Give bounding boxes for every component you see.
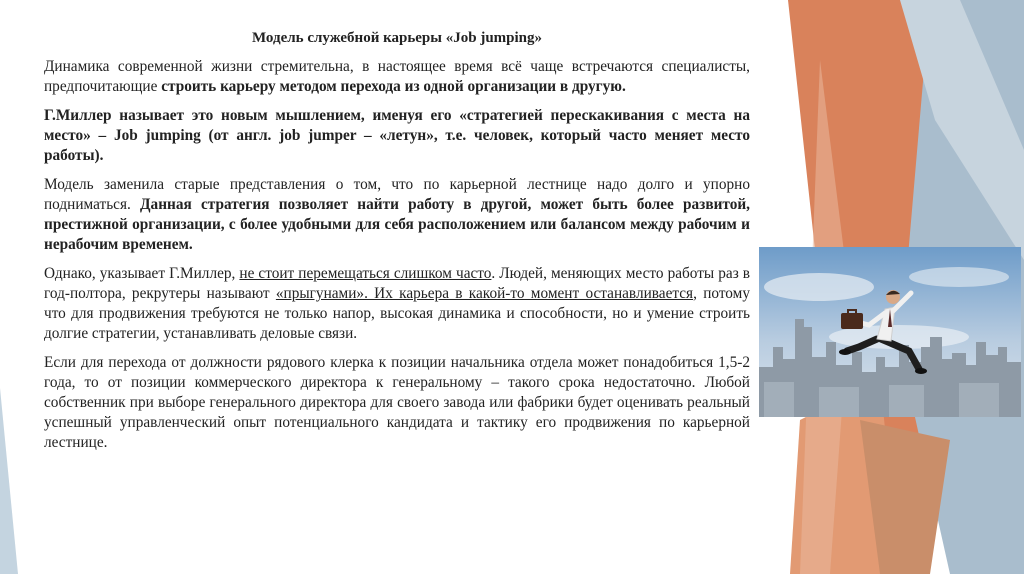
paragraph-2 — [44, 106, 750, 166]
paragraph-3 — [44, 175, 750, 255]
paragraph-4 — [44, 264, 750, 344]
paragraph-4-text-a: Однако, указывает Г.Миллер, — [44, 265, 240, 282]
paragraph-5-text: Если для перехода от должности рядового клерка к позиции начальника отдела может понадобиться 1,5-2 года, то от позиции коммерческого директора к генеральному – такого срока недостаточно. Любой собственник при выборе генерального директора для своего завода или фабрики будет оценивать реальный успешный управленческий опыт потенциального кандидата и тактику его продвижения по карьерной лестнице. — [44, 354, 750, 451]
left-blue-shard — [0, 388, 18, 574]
paragraph-3-text: Модель заменила старые представления о том, что по карьерной лестнице надо долго и упорно подниматься. — [44, 176, 750, 213]
paragraph-4-underline-2: «прыгунами». Их карьера в какой-то момент останавливается — [275, 285, 694, 302]
paragraph-3-bold: Данная стратегия позволяет найти работу в другой, может быть более развитой, престижной организации, с более удобными для себя расположением или балансом между рабочим и нерабочим временем. — [44, 196, 750, 253]
content — [44, 30, 750, 462]
paragraph-4-underline-1: не стоит перемещаться слишком часто — [239, 265, 492, 282]
paragraph-2-bold: Г.Миллер называет это новым мышлением, именуя его «стратегией перескакивания с места на место» – Job jumping (от англ. job jumper – «летун», т.е. человек, который часто меняет место работы). — [44, 107, 750, 164]
paragraph-1-text: Динамика современной жизни стремительна, в настоящее время всё чаще встречаются специалисты, предпочитающие — [44, 58, 750, 95]
jumping-businessman-photo — [759, 247, 1021, 417]
paragraph-4-text-c: , потому что для продвижения требуются не только напор, высокая динамика и способности, но и умение строить долгие стратегии, устанавливать деловые связи. — [44, 285, 750, 342]
slide-title: Модель служебной карьеры «Job jumping» — [251, 30, 543, 46]
paragraph-5 — [44, 353, 750, 453]
paragraph-1 — [44, 57, 750, 97]
paragraph-4-text-b: . Людей, меняющих место работы раз в год-полтора, рекрутеры называют — [44, 265, 751, 302]
paragraph-1-bold: строить карьеру методом перехода из одной организации в другую. — [161, 78, 626, 95]
